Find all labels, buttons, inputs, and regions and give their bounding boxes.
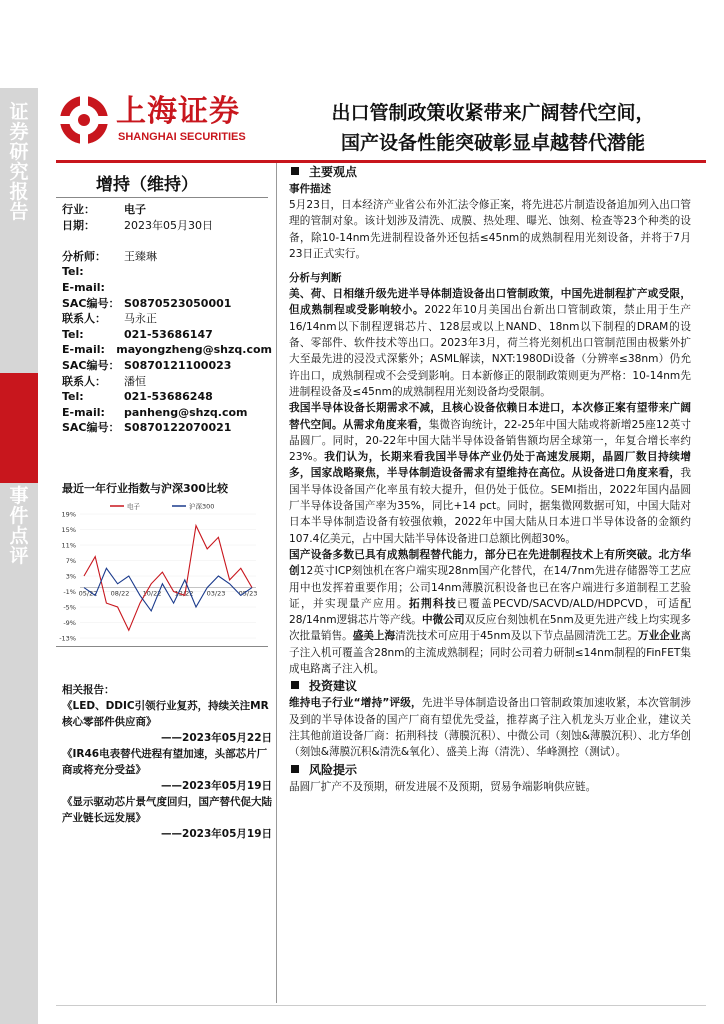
paragraph-lead: 美、荷、日相继升级先进半导体制造设备出口管制政策，中国先进制程扩产或受限，但成熟制程或受影响较小。 [289, 288, 691, 317]
paragraph-body: 我国半导体设备国产化率虽有较大提升，但仍处于低位。SEMI指出，2022年国内晶圆厂半导体设备国产率为35%，同比+14 pct。同时，据集微网数据可知，中国大陆对日本半导体制造设备有较强依赖，2022年中国大陆从日本进口半导体设备的金额约107.4亿美元，占中国大陆半导体设备进口总额比例超30%。 [289, 467, 691, 545]
side-label-char: 事 [9, 485, 29, 507]
report-title-line-1: 出口管制政策收紧带来广阔替代空间， [331, 102, 655, 124]
y-tick-label: 19% [61, 510, 76, 519]
legend-label: 沪深300 [189, 502, 215, 511]
info-key: Tel: [62, 327, 84, 341]
section-heading-risk [289, 761, 691, 779]
index-comparison-chart [56, 500, 268, 644]
paragraph-lead: 维持电子行业“增持”评级， [289, 697, 422, 710]
y-tick-label: 3% [65, 572, 76, 581]
side-label-report-type [0, 102, 38, 222]
series-line-electronics [84, 526, 252, 631]
paragraph-body: 集微咨询统计，22-25年中国大陆或将新增25座12英寸晶圆厂。同时，20-22年中国大陆半导体设备销售额均居全球第一，年复合增长率约23%。 [289, 418, 691, 464]
report-title-line-2: 国产设备性能突破彰显卓越替代潜能 [340, 132, 645, 154]
related-report-date: ——2023年05月22日 [161, 732, 272, 744]
info-value: 王臻琳 [124, 249, 157, 263]
info-row [62, 280, 272, 296]
x-tick-label: 05/23 [238, 589, 258, 598]
subheading-event: 事件描述 [289, 183, 331, 195]
section-heading-text: 主要观点 [309, 165, 358, 179]
paragraph-company: 中微公司 [421, 614, 465, 627]
info-key: 分析师： [62, 249, 106, 263]
side-label-char: 报 [9, 181, 29, 203]
related-report-title[interactable]: 《显示驱动芯片景气度回归，国产替代促大陆产业链长远发展》 [62, 796, 272, 824]
info-row [62, 233, 272, 249]
info-value: 021-53686248 [124, 390, 213, 404]
info-value: 2023年05月30日 [124, 218, 213, 232]
x-tick-label: 10/22 [142, 589, 162, 598]
paragraph-body: 离子注入机可覆盖含28nm的主流成熟制程；同时公司着力研制≤14nm制程的FinFET集成电路离子注入机。 [289, 630, 692, 676]
brand-logo-mark-icon [58, 94, 110, 146]
legend-label: 电子 [127, 502, 140, 511]
side-label-char: 证 [9, 101, 29, 123]
paragraph-investment [289, 695, 691, 760]
y-tick-label: -1% [63, 588, 76, 596]
info-key: SAC编号： [62, 421, 120, 435]
info-key: 日期： [62, 218, 95, 232]
info-row [62, 202, 272, 218]
info-value: S0870122070021 [124, 421, 232, 435]
paragraph-company: 拓荆科技 [409, 597, 457, 610]
brand-logo [58, 94, 258, 150]
side-label-char: 券 [9, 121, 29, 143]
info-row [62, 374, 272, 390]
y-tick-label: 15% [61, 526, 76, 534]
chart-title: 最近一年行业指数与沪深300比较 [62, 482, 228, 495]
brand-name-cn: 上海证券 [116, 94, 240, 129]
related-report-title[interactable]: 《IR46电表替代进程有望加速，头部芯片厂商或将充分受益》 [62, 748, 268, 776]
section-bullet-icon [291, 681, 299, 689]
related-report-title[interactable]: 《LED、DDIC引领行业复苏，持续关注MR核心零部件供应商》 [62, 700, 269, 728]
section-heading-investment [289, 677, 691, 695]
column-divider [276, 163, 277, 1003]
paragraph-risk: 晶圆厂扩产不及预期，研发进展不及预期，贸易争端影响供应链。 [289, 780, 597, 793]
paragraph-body: 已覆盖PECVD/SACVD/ALD/HDPCVD，可适配28/14nm逻辑芯片等产线。 [289, 597, 691, 627]
info-value: S0870121100023 [124, 358, 232, 372]
info-row [62, 311, 272, 327]
x-tick-label: 08/22 [110, 589, 130, 598]
info-row [62, 296, 272, 312]
section-heading-main-points [289, 163, 691, 181]
paragraph-export-control [289, 286, 691, 400]
related-reports [62, 682, 272, 842]
info-row [62, 389, 272, 405]
section-heading-text: 风险提示 [309, 762, 358, 777]
paragraph-body: 12英寸ICP刻蚀机在客户端实现28nm国产化替代，在14/7nm先进存储器等工艺应用中也发挥着重要作用；公司14nm薄膜沉积设备也已在客户端进行多道制程工艺验证，并实现量产应用。 [289, 565, 691, 610]
y-tick-label: 7% [65, 557, 76, 565]
info-value[interactable]: panheng@shzq.com [124, 405, 248, 419]
info-value: 潘恒 [124, 374, 146, 388]
footer-divider [56, 1005, 706, 1006]
paragraph-lead: 国产设备多数已具有成熟制程替代能力，部分已在先进制程技术上有所突破。北方华创 [289, 548, 691, 578]
info-value[interactable]: mayongzheng@shzq.com [116, 343, 272, 357]
info-value: S0870523050001 [124, 296, 232, 310]
info-row [62, 405, 272, 421]
section-bullet-icon [291, 167, 299, 175]
subheading-analysis: 分析与判断 [289, 272, 342, 285]
info-key: E-mail: [62, 280, 105, 294]
y-tick-label: -5% [63, 603, 76, 612]
paragraph-company: 盛美上海 [352, 630, 396, 643]
info-key: Tel: [62, 265, 84, 279]
rating-divider [56, 197, 268, 198]
report-title [283, 98, 703, 158]
info-key: SAC编号： [62, 296, 120, 310]
info-row [62, 249, 272, 265]
info-value: 马永正 [124, 312, 157, 326]
paragraph-company: 万业企业 [637, 630, 681, 643]
paragraph-body: 2022年10月美国出台新出口管制政策，禁止用于生产16/14nm以下制程逻辑芯片、128层或以上NAND、18nm以下制程的DRAM的设备、零部件、软件技术等出口。2023年3月，荷兰将光刻机出口管制范围由极紫外扩大至最先进的浸没式深紫外；ASML解读，NXT:1980Di设备（分辨率≤38nm）仍允许出口，成熟制程或不会受到影响。日本新修正的限制政策则更为严格：10-14nm先进制程设备及≤45nm的成熟制程用光刻设备均受限制。 [289, 304, 691, 398]
info-key [62, 233, 124, 249]
info-key: SAC编号： [62, 358, 120, 372]
x-tick-label: 03/23 [206, 589, 226, 598]
paragraph-lead: 我们认为，长期来看我国半导体产业仍处于高速发展期，晶圆厂数目持续增多，国家战略聚焦，半导体制造设备需求有望维持在高位。从设备进口角度来看， [289, 451, 692, 480]
related-report-item[interactable] [62, 746, 272, 794]
info-row [62, 218, 272, 234]
info-row [62, 420, 272, 436]
section-bullet-icon [291, 765, 299, 773]
rating-label: 增持（维持） [96, 175, 198, 195]
info-value: 021-53686147 [124, 327, 213, 341]
main-content [289, 163, 691, 795]
y-tick-label: -9% [63, 619, 76, 627]
info-row [62, 264, 272, 280]
info-key: E-mail: [62, 405, 105, 419]
side-bar [0, 0, 38, 1024]
side-bar-red-block [0, 373, 38, 483]
side-label-char: 评 [9, 545, 29, 567]
section-heading-text: 投资建议 [309, 679, 358, 694]
y-tick-label: 11% [61, 541, 76, 550]
x-tick-label: 05/22 [78, 589, 98, 598]
paragraph-body: 清洗技术可应用于45nm及以下节点晶圆清洗工艺。 [395, 630, 638, 643]
paragraph-body: 先进半导体制造设备出口管制政策加速收紧，本次管制涉及到的半导体设备的国产厂商有望优先受益，推荐离子注入机龙头万业企业，建议关注其他前道设备厂商：拓荆科技（薄膜沉积）、中微公司（刻蚀&薄膜沉积）、北方华创（刻蚀&薄膜沉积&清洗&氧化）、盛美上海（清洗）、华峰测控（测试）。 [289, 697, 691, 759]
side-label-char: 研 [9, 141, 29, 163]
related-reports-header: 相关报告： [62, 684, 115, 696]
info-key: E-mail: [62, 343, 105, 357]
y-tick-label: -13% [59, 634, 76, 643]
side-label-event-review [0, 486, 38, 566]
related-report-item[interactable] [62, 698, 272, 746]
related-report-item[interactable] [62, 794, 272, 842]
paragraph-lead: 我国半导体设备长期需求不减，且核心设备依赖日本进口，本次修正案有望带来广阔替代空间。从需求角度来看， [289, 402, 691, 431]
related-report-date: ——2023年05月19日 [161, 828, 272, 840]
side-label-char: 件 [9, 505, 29, 527]
report-info-block [62, 202, 272, 436]
paragraph-body: 双反应台刻蚀机在5nm及更先进产线上均实现多次批量销售。 [289, 614, 691, 643]
side-label-char: 究 [9, 161, 29, 183]
side-label-char: 告 [9, 201, 29, 223]
info-key: 联系人： [62, 374, 106, 388]
info-key: 联系人： [62, 312, 106, 326]
info-row [62, 342, 272, 358]
related-report-date: ——2023年05月19日 [161, 780, 272, 792]
paragraph-event: 5月23日，日本经济产业省公布外汇法令修正案，将先进芯片制造设备追加列入出口管理的管制对象。该计划涉及清洗、成膜、热处理、曝光、蚀刻、检查等23个种类的设备，除10-14nm先进制程设备外还包括≤45nm的成熟制程用光刻设备，并将于7月23日正式实行。 [289, 199, 691, 260]
info-row [62, 327, 272, 343]
chart-divider [56, 646, 268, 647]
info-key: Tel: [62, 390, 84, 404]
info-key: 行业： [62, 203, 95, 216]
side-label-char: 点 [9, 525, 29, 547]
info-row [62, 358, 272, 374]
paragraph-demand [289, 400, 691, 547]
paragraph-domestic-equipment [289, 547, 691, 677]
brand-name-en: SHANGHAI SECURITIES [118, 131, 246, 143]
x-tick-label: 12/22 [174, 589, 194, 598]
info-value: 电子 [124, 203, 146, 216]
